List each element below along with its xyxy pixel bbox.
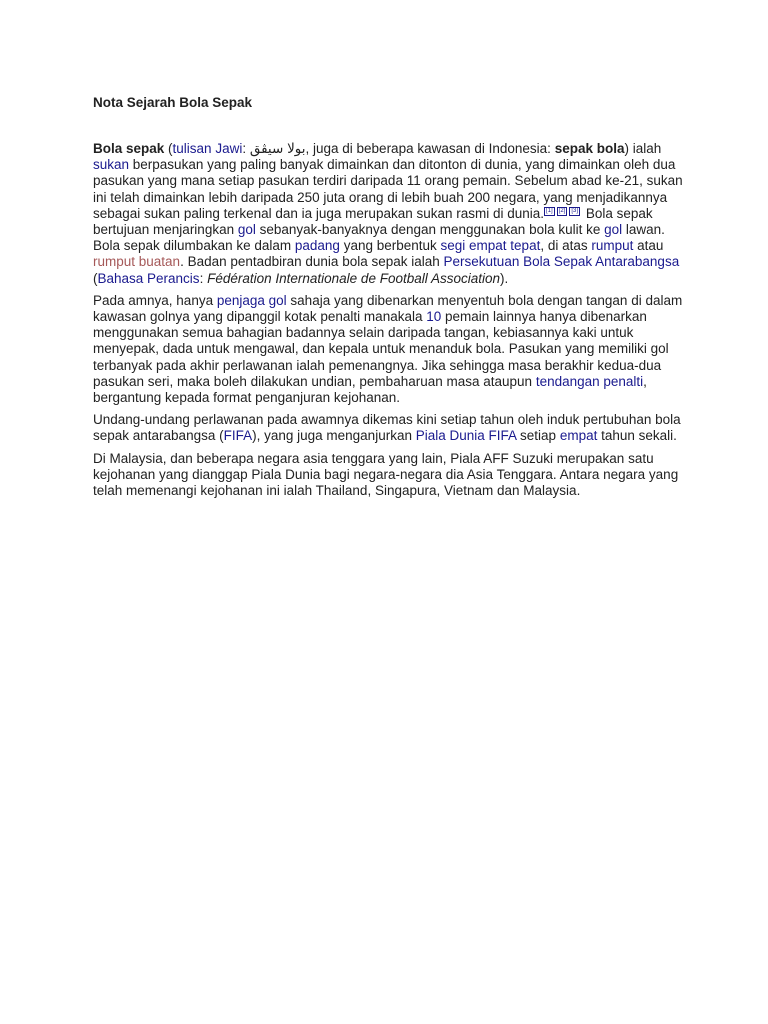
text: pemain lainnya hanya dibenarkan menggunakan semua bahagian badannya selain daripada tangan, kebiasannya kaki untuk menyepak, dada untuk mengawal, dan kepala untuk menanduk bola. Pasukan yang memiliki gol terbanyak pada akhir perlawanan ialah pemenangnya. Jika sehingga masa berakhir kedua-dua pasukan seri, maka boleh dilakukan undian, pembaharuan masa ataupun [93,309,669,389]
text: ). [500,270,509,286]
paragraph-4: Di Malaysia, dan beberapa negara asia tenggara yang lain, Piala AFF Suzuki merupakan satu kejohanan yang dianggap Piala Dunia bagi negara-negara dia Asia Tenggara. Antara negara yang telah memenangi kejohanan ini ialah Thailand, Singapura, Vietnam dan Malaysia. [93,450,679,499]
text: , di atas [540,238,592,254]
link-penjaga-gol[interactable]: penjaga gol [216,292,287,308]
link-rumput[interactable]: rumput [591,238,634,254]
text: atau [633,238,664,254]
text: Bola sepak bertujuan menjaringkan [93,205,653,238]
text: , bergantung kepada format penganjuran kejohanan. [93,373,647,406]
link-rumput-buatan[interactable]: rumput buatan [93,254,181,270]
document-page [93,94,683,505]
link-tendangan-penalti[interactable]: tendangan penalti [535,373,644,389]
text: : [242,141,250,156]
paragraph-1 [93,141,683,287]
link-gol[interactable]: gol [604,222,623,238]
paragraph-3 [93,412,683,444]
text: sahaja yang dibenarkan menyentuh bola dengan tangan di dalam kawasan golnya yang dipanggil kotak penalti manakala [93,292,683,325]
text: sebanyak-banyaknya dengan menggunakan bola kulit ke [255,222,605,238]
link-tulisan-jawi[interactable]: tulisan Jawi [172,141,243,156]
text: berpasukan yang paling banyak dimainkan dan ditonton di dunia, yang dimainkan oleh dua pasukan yang mana setiap pasukan terdiri daripada 11 orang pemain. Sebelum abad ke-21, sukan ini telah dimainkan lebih daripada 250 juta orang di lebih buah 200 negara, yang menjadikannya sebagai sukan paling terkenal dan ia juga merupakan sukan rasmi di dunia. [93,157,683,221]
paragraph-2 [93,293,683,406]
reference-1[interactable]: [1] [546,208,553,215]
reference-markers [544,207,582,216]
jawi-text: بولا سيڤق [249,141,306,156]
link-sukan[interactable]: sukan [93,157,130,173]
text: , juga di beberapa kawasan di Indonesia: [305,141,555,156]
text: . Badan pentadbiran dunia bola sepak ialah [180,254,444,270]
reference-2[interactable]: [2] [558,208,566,215]
link-persekutuan[interactable]: Persekutuan Bola Sepak Antarabangsa [443,254,680,270]
text: setiap [516,428,560,444]
text: Undang-undang perlawanan pada awamnya dikemas kini setiap tahun oleh induk pertubuhan bola sepak antarabangsa ( [93,412,681,444]
text: Pada amnya, hanya [93,292,217,308]
text: ( [164,141,173,156]
text: ), yang juga menganjurkan [252,428,416,444]
page-title: Nota Sejarah Bola Sepak [93,95,253,110]
french-name: Fédération Internationale de Football Association [207,270,501,286]
link-segi-empat-tepat[interactable]: segi empat tepat [440,238,541,254]
text: ) ialah [624,141,662,156]
text: ( [93,270,98,286]
text: : [199,270,208,286]
link-empat[interactable]: empat [559,428,598,444]
link-padang[interactable]: padang [294,238,340,254]
reference-3[interactable]: [3] [571,208,579,215]
link-gol[interactable]: gol [237,222,256,238]
link-fifa[interactable]: FIFA [223,428,253,444]
text: yang berbentuk [339,238,441,254]
term-bola-sepak: Bola sepak [93,141,165,156]
link-bahasa-perancis[interactable]: Bahasa Perancis [97,270,200,286]
text: tahun sekali. [597,428,677,444]
term-sepak-bola: sepak bola [554,141,625,156]
link-10[interactable]: 10 [426,309,442,325]
text: lawan. Bola sepak dilumbakan ke dalam [93,222,665,254]
link-piala-dunia-fifa[interactable]: Piala Dunia FIFA [415,428,517,444]
